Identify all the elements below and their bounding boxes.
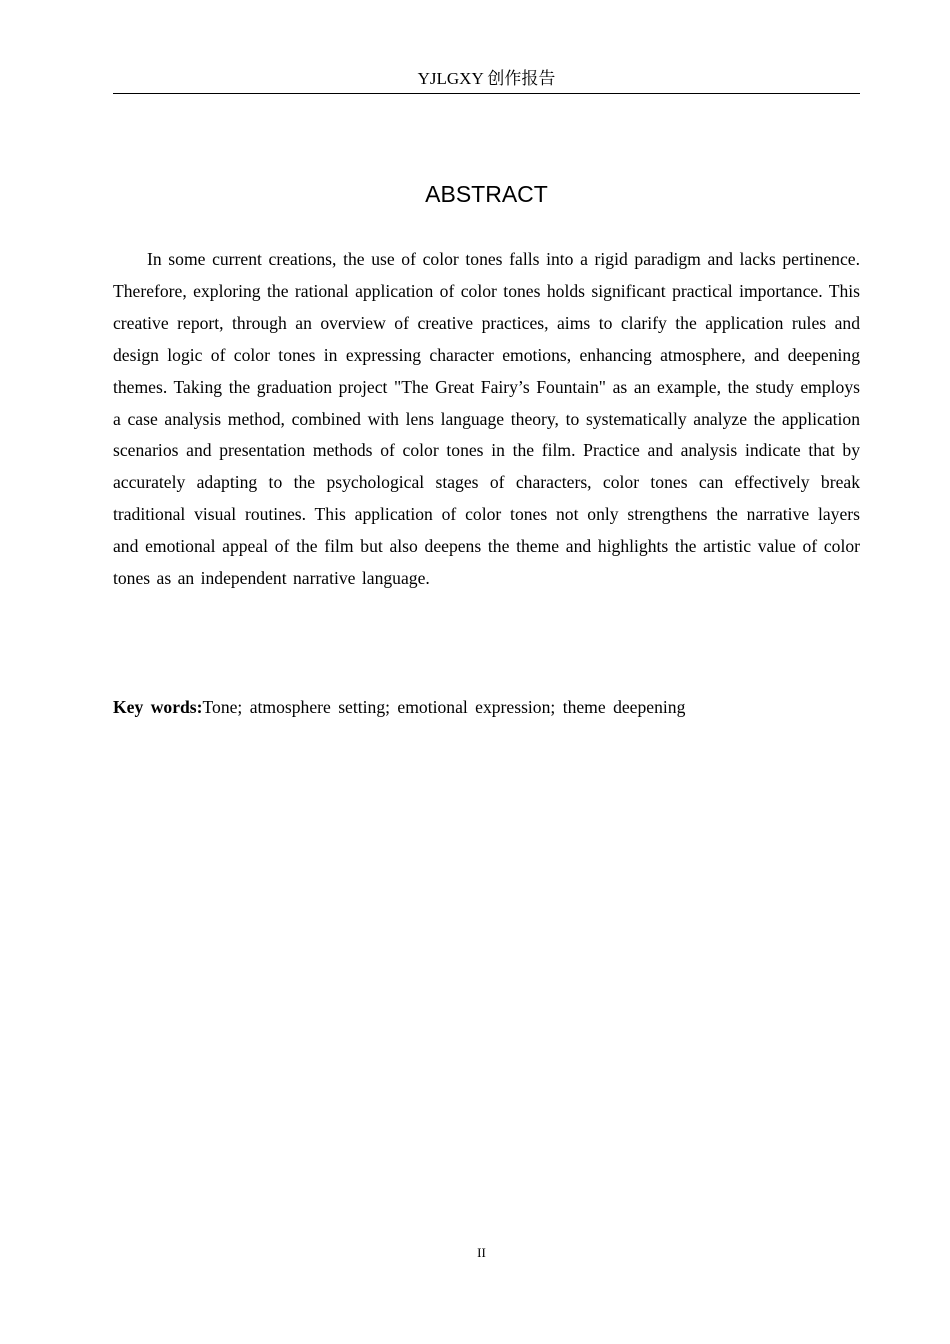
- keywords-text: Tone; atmosphere setting; emotional expression; theme deepening: [202, 697, 686, 717]
- abstract-heading: ABSTRACT: [425, 181, 548, 207]
- header-title: YJLGXY 创作报告: [417, 69, 556, 88]
- page-number: II: [477, 1245, 486, 1260]
- abstract-paragraph: In some current creations, the use of color tones falls into a rigid paradigm and lacks pertinence. Therefore, exploring the rational application of color tones holds significant practical importance. This creative report, through an overview of creative practices, aims to clarify the application rules and design logic of color tones in expressing character emotions, enhancing atmosphere, and deepening themes. Taking the graduation project "The Great Fairy’s Fountain" as an example, the study employs a case analysis method, combined with lens language theory, to systematically analyze the application scenarios and presentation methods of color tones in the film. Practice and analysis indicate that by accurately adapting to the psychological stages of characters, color tones can effectively break traditional visual routines. This application of color tones not only strengthens the narrative layers and emotional appeal of the film but also deepens the theme and highlights the artistic value of color tones as an independent narrative language.: [113, 249, 860, 589]
- page-header: [113, 68, 860, 94]
- keywords-line: [113, 692, 860, 722]
- keywords-label: Key words:: [113, 697, 203, 717]
